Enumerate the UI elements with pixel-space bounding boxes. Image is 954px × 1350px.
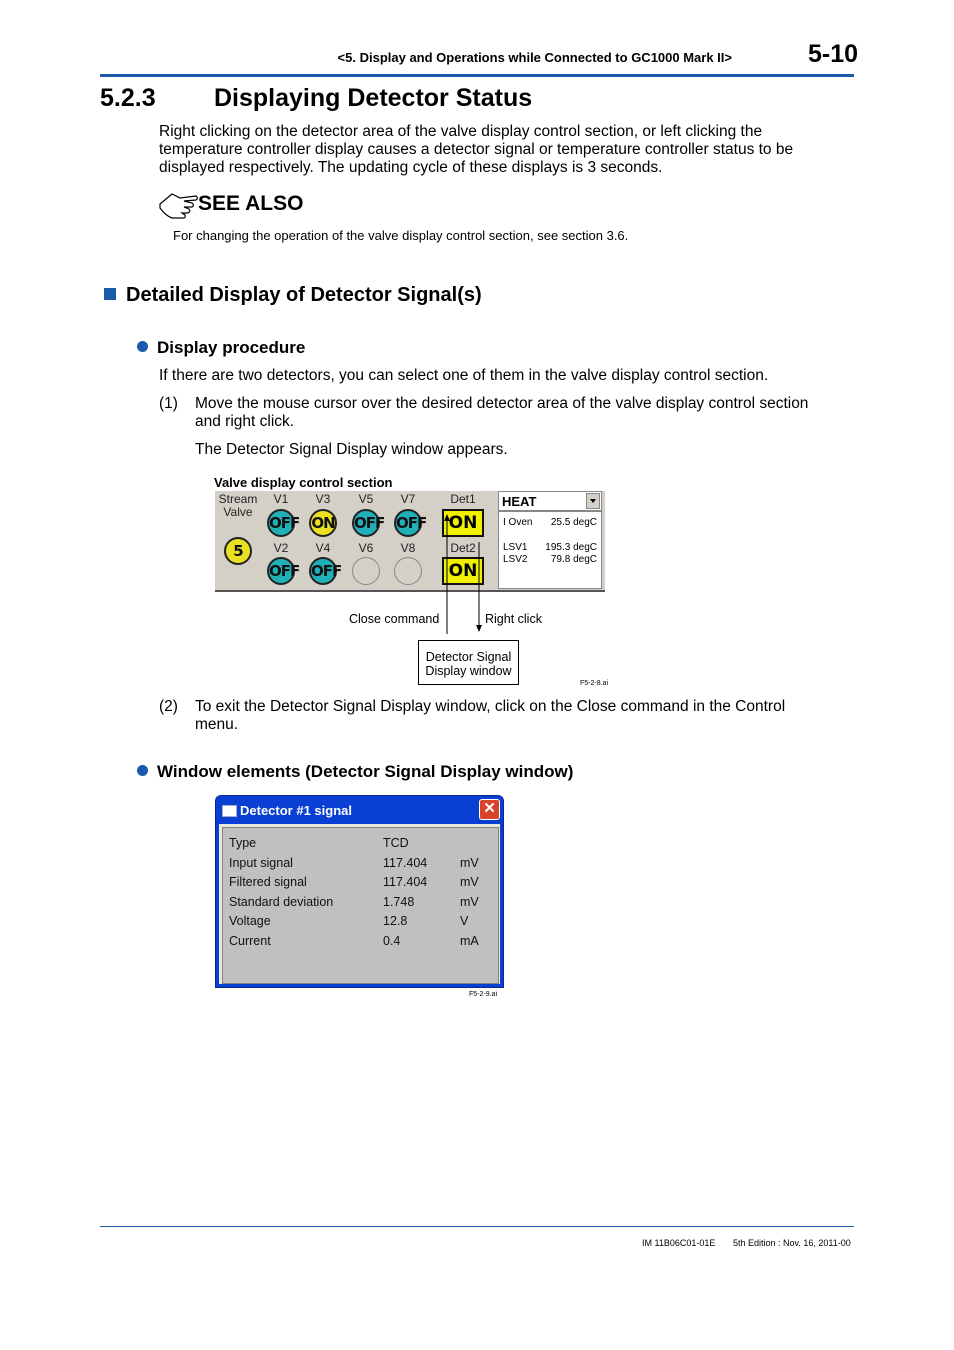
valve-label-v5: V5 (358, 492, 374, 506)
callout-close-command: Close command (349, 612, 440, 626)
step-text (195, 698, 785, 734)
valve-v2[interactable]: OFF (267, 557, 295, 585)
edition-info: 5th Edition : Nov. 16, 2011-00 (733, 1238, 851, 1248)
step-line: menu. (195, 716, 239, 733)
signal-value: TCD (383, 836, 409, 850)
signal-unit: mV (460, 894, 479, 909)
detector-label-det1: Det1 (450, 492, 476, 506)
box-line: Display window (425, 664, 512, 678)
valve-v3[interactable]: ON (309, 509, 337, 537)
signal-value: 1.748 (383, 894, 415, 909)
subsection-title: Detailed Display of Detector Signal(s) (126, 284, 482, 306)
document-id: IM 11B06C01-01E (642, 1238, 716, 1248)
stream-number-indicator[interactable]: 5 (224, 537, 252, 565)
valve-v7[interactable]: OFF (394, 509, 422, 537)
signal-value: 12.8 (383, 914, 408, 928)
step-number: (2) (159, 698, 178, 715)
step-line: Move the mouse cursor over the desired detector area of the valve display control section (195, 395, 809, 412)
signal-unit: mA (460, 933, 479, 948)
signal-label: Current (229, 933, 271, 948)
bullet-dot-icon (137, 341, 148, 352)
temp-value: 195.3 degC (545, 542, 597, 553)
step-result: The Detector Signal Display window appears. (195, 441, 508, 458)
window-elements-heading-text: Window elements (Detector Signal Display window) (157, 762, 574, 781)
stream-label: Stream (218, 492, 258, 506)
subsection-heading (104, 284, 482, 307)
detector-signal-window-box (418, 640, 519, 685)
detector-signal-window (215, 795, 504, 988)
figure-id: F5-2-9.ai (469, 991, 498, 998)
page-number: 5-10 (808, 40, 859, 68)
signal-label: Input signal (229, 855, 293, 870)
temperature-controller-select[interactable] (498, 491, 602, 511)
valve-label-v4: V4 (315, 541, 331, 555)
box-line: Detector Signal (425, 650, 512, 664)
temp-row (503, 554, 597, 565)
figure-caption-valve-section: Valve display control section (214, 475, 393, 490)
intro-line: temperature controller display causes a detector signal or temperature controller status to be (159, 141, 794, 158)
temp-name: LSV1 (503, 542, 528, 553)
temp-row (503, 542, 597, 553)
signal-unit: mV (460, 855, 479, 870)
step-text (195, 395, 808, 431)
signal-label: Voltage (229, 914, 271, 928)
stream-valve-label (215, 493, 261, 519)
step-line: and right click. (195, 413, 295, 430)
intro-line: displayed respectively. The updating cycle of these displays is 3 seconds. (159, 159, 663, 176)
valve-v8[interactable] (394, 557, 422, 585)
temp-name: LSV2 (503, 554, 528, 565)
see-also-label: SEE ALSO (198, 192, 304, 215)
signal-value: 0.4 (383, 933, 401, 948)
pointing-hand-icon (158, 190, 200, 222)
procedure-intro: If there are two detectors, you can select one of them in the valve display control section. (159, 367, 769, 384)
see-also-note: For changing the operation of the valve display control section, see section 3.6. (173, 228, 629, 243)
signal-value: 117.404 (383, 875, 428, 889)
callout-arrows (440, 512, 490, 637)
signal-table (222, 827, 499, 984)
window-title: Detector #1 signal (240, 803, 352, 818)
temp-row (503, 517, 597, 528)
signal-value: 117.404 (383, 855, 428, 870)
valve-display-control-section (215, 491, 605, 592)
window-body (219, 824, 500, 984)
valve-label-v1: V1 (273, 492, 289, 506)
signal-label: Standard deviation (229, 894, 334, 909)
detector-label-det2: Det2 (450, 541, 476, 555)
signal-label: Type (229, 836, 257, 850)
procedure-heading (137, 338, 305, 358)
header-rule (100, 74, 854, 77)
valve-label-v3: V3 (315, 492, 331, 506)
temp-value: 79.8 degC (550, 554, 597, 565)
valve-label-v8: V8 (400, 541, 416, 555)
close-icon[interactable]: ✕ (479, 799, 500, 820)
valve-label-v6: V6 (358, 541, 374, 555)
valve-v6[interactable] (352, 557, 380, 585)
section-title: Displaying Detector Status (214, 84, 533, 112)
temp-name: I Oven (503, 517, 533, 528)
running-header-chapter: <5. Display and Operations while Connected to GC1000 Mark II> (337, 50, 732, 65)
valve-v1[interactable]: OFF (267, 509, 295, 537)
valve-label-v2: V2 (273, 541, 289, 555)
heat-select-value: HEAT (502, 494, 537, 509)
valve-label: Valve (223, 505, 253, 519)
bullet-dot-icon (137, 765, 148, 776)
intro-paragraph (159, 123, 793, 177)
footer-rule (100, 1226, 854, 1227)
section-number: 5.2.3 (100, 84, 156, 112)
procedure-heading-text: Display procedure (157, 338, 306, 357)
signal-unit: mV (460, 875, 479, 889)
figure-id: F5-2-8.ai (580, 680, 609, 687)
valve-v5[interactable]: OFF (352, 509, 380, 537)
step-line: To exit the Detector Signal Display window, click on the Close command in the Control (195, 698, 786, 715)
temperature-controller-display[interactable] (498, 511, 602, 589)
detector-det1[interactable]: ON (442, 509, 484, 537)
signal-unit: V (460, 914, 469, 928)
window-system-icon[interactable] (222, 805, 237, 817)
square-bullet-icon (104, 288, 116, 300)
callout-right-click: Right click (485, 612, 542, 626)
dropdown-arrow-icon[interactable] (586, 493, 600, 509)
step-number: (1) (159, 395, 178, 412)
intro-line: Right clicking on the detector area of the valve display control section, or left clicking the (159, 123, 763, 140)
window-elements-heading (137, 762, 573, 782)
valve-label-v7: V7 (400, 492, 416, 506)
signal-label: Filtered signal (229, 875, 307, 889)
section-heading (100, 84, 532, 113)
temp-value: 25.5 degC (550, 517, 597, 528)
valve-v4[interactable]: OFF (309, 557, 337, 585)
detector-det2[interactable]: ON (442, 557, 484, 585)
